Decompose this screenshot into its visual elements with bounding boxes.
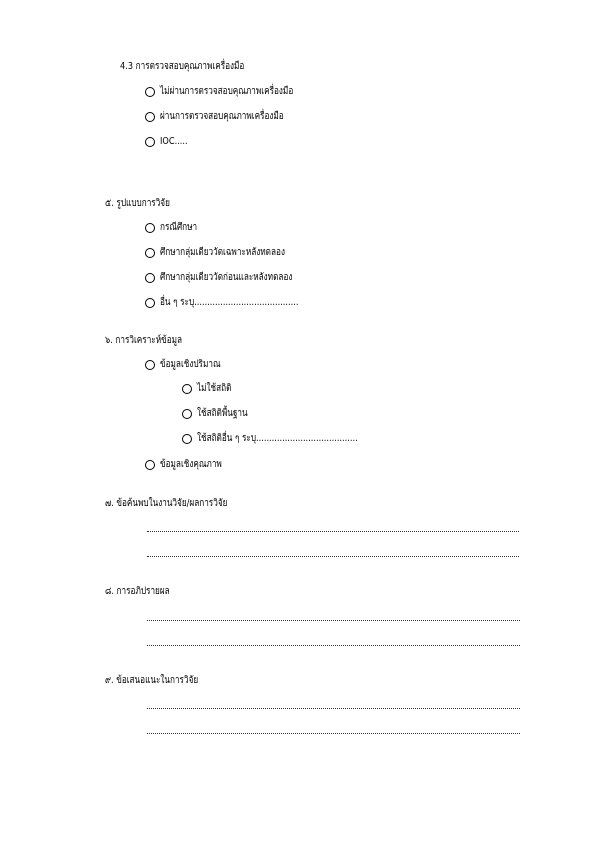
radio-circle-icon[interactable] — [145, 298, 155, 308]
option-label: ผ่านการตรวจสอบคุณภาพเครื่องมือ — [160, 111, 284, 122]
option-label: ใช้สถิติอื่น ๆ ระบุ....................................... — [197, 433, 358, 444]
findings-answer-line-1[interactable] — [147, 531, 519, 532]
radio-option-passed[interactable] — [145, 110, 311, 125]
radio-option-other-design[interactable] — [145, 296, 329, 311]
section-9-heading: ๙. ข้อเสนอแนะในการวิจัย — [105, 675, 199, 686]
radio-circle-icon[interactable] — [145, 112, 155, 122]
section-4-3-heading: 4.3 การตรวจสอบคุณภาพเครื่องมือ — [120, 61, 245, 72]
radio-circle-icon[interactable] — [182, 434, 192, 444]
option-label: ใช้สถิติพื้นฐาน — [197, 408, 248, 419]
option-label: IOC..... — [160, 136, 188, 147]
radio-circle-icon[interactable] — [145, 87, 155, 97]
discussion-answer-line-2[interactable] — [147, 645, 520, 646]
discussion-answer-line-1[interactable] — [147, 620, 520, 621]
option-label: กรณีศึกษา — [160, 222, 198, 233]
radio-option-posttest-only[interactable] — [145, 246, 312, 261]
radio-circle-icon[interactable] — [182, 409, 192, 419]
radio-circle-icon[interactable] — [145, 360, 155, 370]
section-6-heading: ๖. การวิเคราะห์ข้อมูล — [105, 335, 183, 346]
radio-circle-icon[interactable] — [182, 384, 192, 394]
findings-answer-line-2[interactable] — [147, 556, 519, 557]
radio-option-quantitative[interactable] — [145, 358, 234, 373]
radio-option-other-statistics[interactable] — [182, 432, 393, 447]
radio-circle-icon[interactable] — [145, 460, 155, 470]
option-label: อื่น ๆ ระบุ........................................ — [160, 297, 299, 308]
radio-option-ioc[interactable] — [145, 135, 194, 150]
section-8-heading: ๘. การอภิปรายผล — [105, 586, 170, 597]
suggestions-answer-line-1[interactable] — [147, 708, 520, 709]
radio-option-not-passed[interactable] — [145, 85, 323, 100]
section-5-heading: ๕. รูปแบบการวิจัย — [105, 198, 170, 209]
option-label: ข้อมูลเชิงปริมาณ — [160, 359, 221, 370]
radio-circle-icon[interactable] — [145, 273, 155, 283]
option-label: ไม่ใช้สถิติ — [197, 383, 232, 394]
option-label: ข้อมูลเชิงคุณภาพ — [160, 459, 222, 470]
radio-circle-icon[interactable] — [145, 248, 155, 258]
option-label: ศึกษากลุ่มเดียววัดก่อนและหลังทดลอง — [160, 272, 293, 283]
section-7-heading: ๗. ข้อค้นพบในงานวิจัย/ผลการวิจัย — [105, 498, 228, 509]
radio-option-no-statistics[interactable] — [182, 382, 239, 397]
radio-circle-icon[interactable] — [145, 223, 155, 233]
radio-option-pre-post-test[interactable] — [145, 271, 321, 286]
radio-circle-icon[interactable] — [145, 137, 155, 147]
option-label: ไม่ผ่านการตรวจสอบคุณภาพเครื่องมือ — [160, 86, 294, 97]
radio-option-qualitative[interactable] — [145, 458, 235, 473]
radio-option-case-study[interactable] — [145, 221, 205, 236]
suggestions-answer-line-2[interactable] — [147, 733, 520, 734]
radio-option-basic-statistics[interactable] — [182, 407, 259, 422]
option-label: ศึกษากลุ่มเดียววัดเฉพาะหลังทดลอง — [160, 247, 285, 258]
